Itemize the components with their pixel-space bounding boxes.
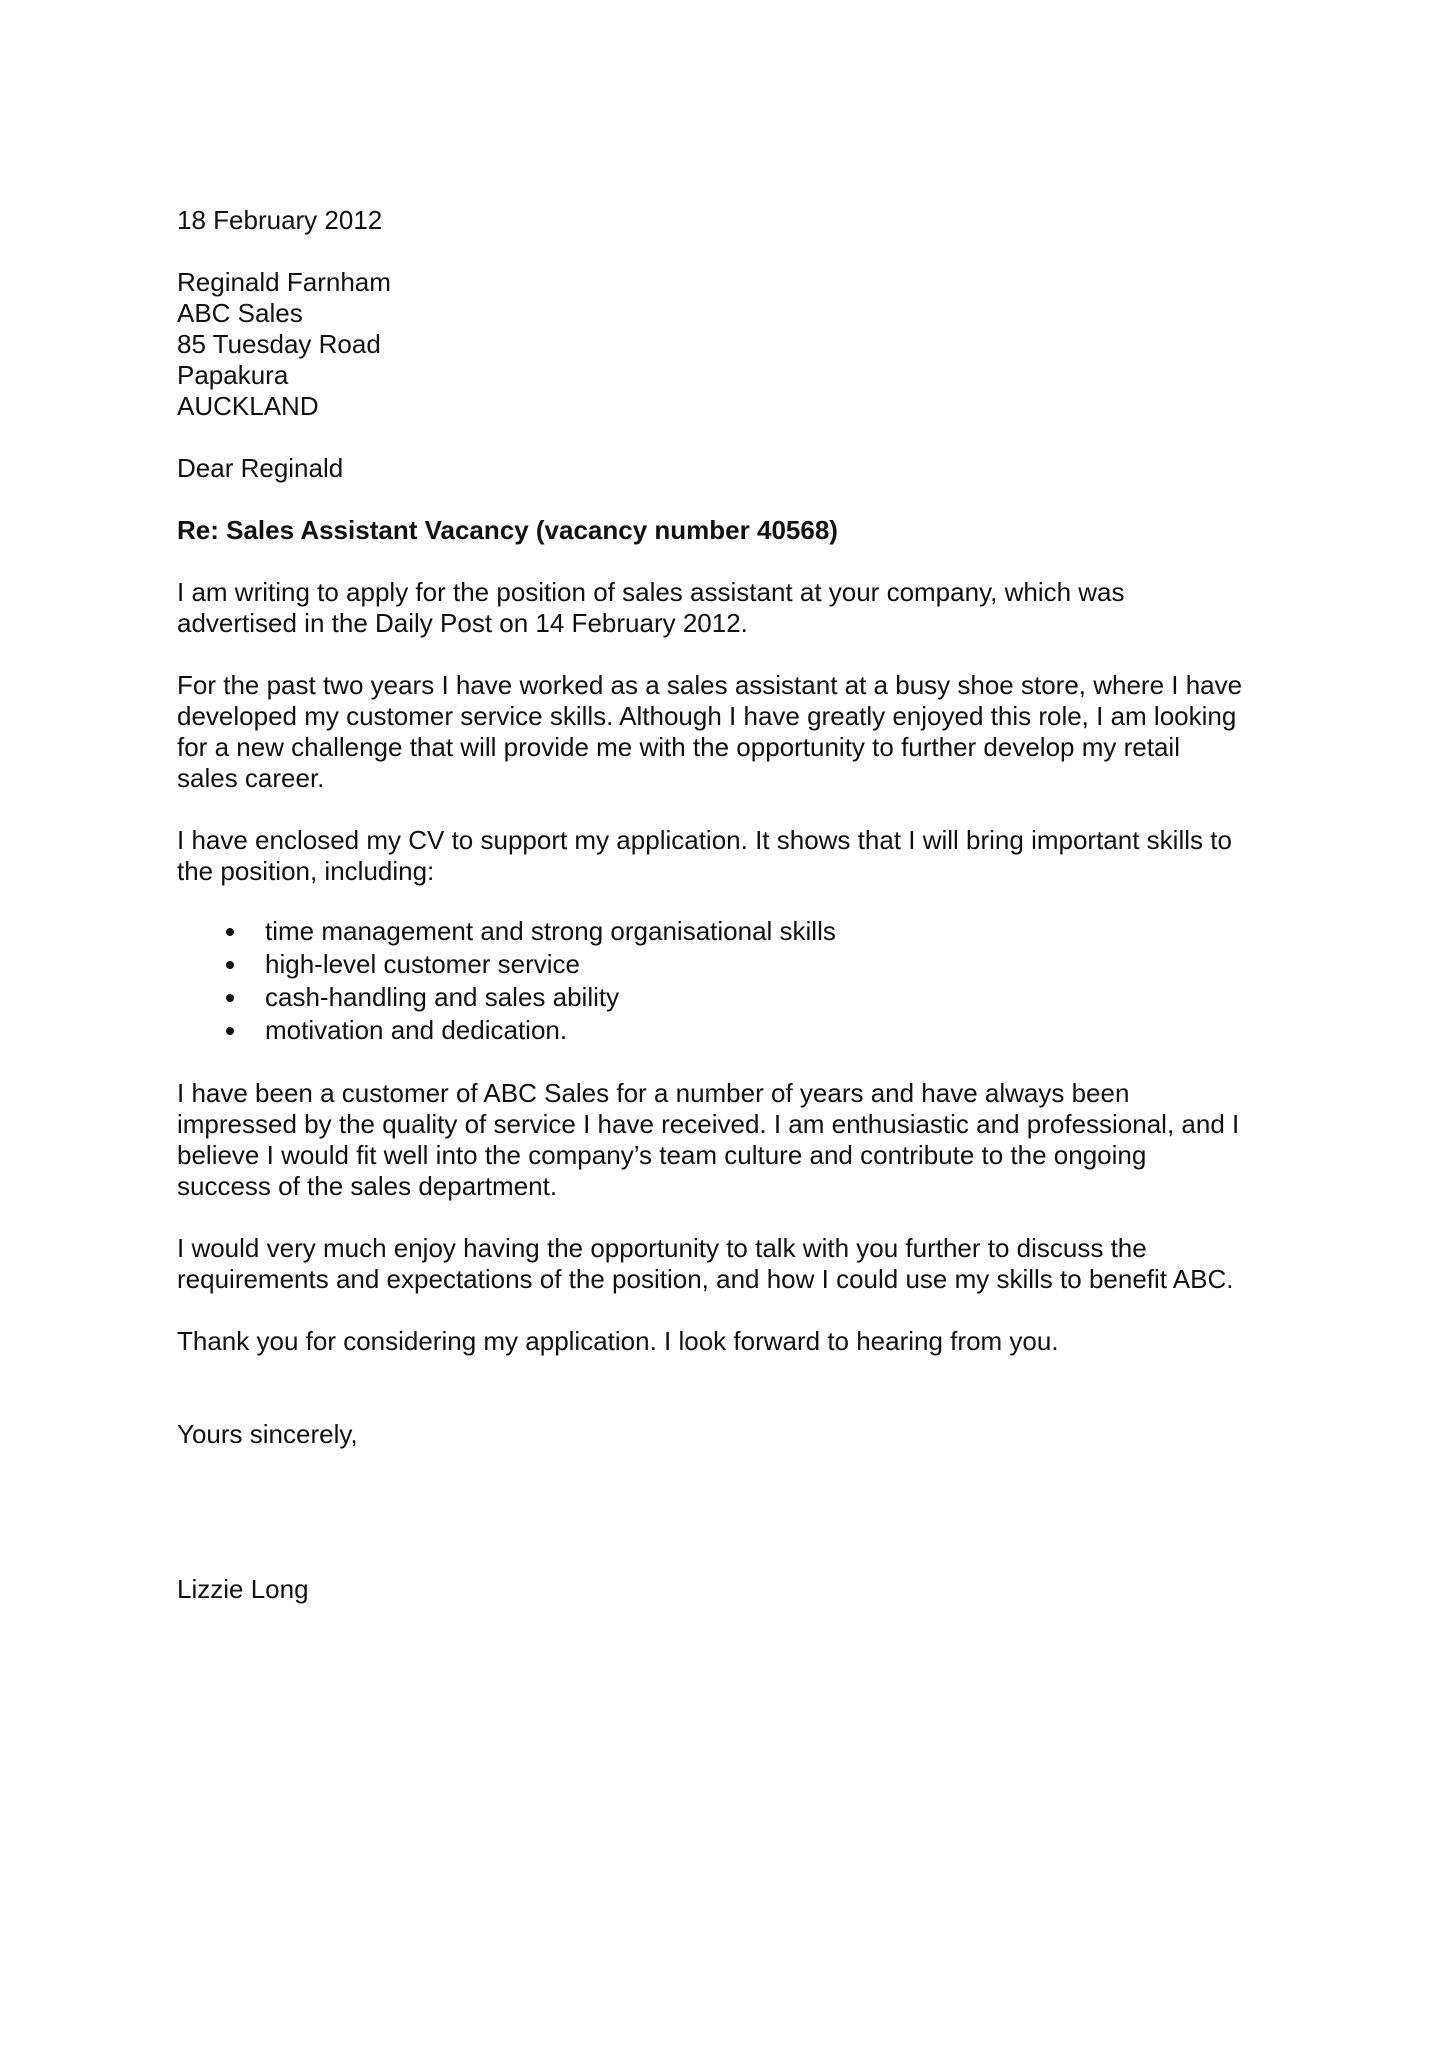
- paragraph-line: I am writing to apply for the position of sales assistant at your company, which was: [177, 577, 1125, 607]
- letter-date: 18 February 2012: [177, 205, 383, 235]
- paragraph-line: the position, including:: [177, 856, 435, 886]
- recipient-name: Reginald Farnham: [177, 267, 391, 297]
- recipient-city: AUCKLAND: [177, 391, 319, 421]
- paragraph-line: for a new challenge that will provide me with the opportunity to further develop my retail: [177, 732, 1180, 762]
- list-item: [177, 1014, 1297, 1047]
- paragraph-line: I have been a customer of ABC Sales for a number of years and have always been: [177, 1078, 1130, 1108]
- paragraph-line: success of the sales department.: [177, 1171, 558, 1201]
- paragraph-interview: [177, 1233, 1297, 1295]
- skill-text: high-level customer service: [265, 949, 581, 979]
- paragraph-cv: [177, 825, 1297, 887]
- skills-list: [177, 915, 1297, 1047]
- skill-text: cash-handling and sales ability: [265, 982, 620, 1012]
- skill-text: time management and strong organisational skills: [265, 916, 836, 946]
- skill-text: motivation and dedication.: [265, 1015, 568, 1045]
- bullet-icon: [226, 1027, 234, 1035]
- paragraph-line: Thank you for considering my application. I look forward to hearing from you.: [177, 1326, 1059, 1356]
- paragraph-line: developed my customer service skills. Although I have greatly enjoyed this role, I am looking: [177, 701, 1237, 731]
- recipient-street: 85 Tuesday Road: [177, 329, 381, 359]
- paragraph-experience: [177, 670, 1297, 794]
- list-item: [177, 948, 1297, 981]
- bullet-icon: [226, 928, 234, 936]
- recipient-company: ABC Sales: [177, 298, 303, 328]
- paragraph-line: For the past two years I have worked as a sales assistant at a busy shoe store, where I have: [177, 670, 1243, 700]
- recipient-address: [177, 267, 1297, 422]
- paragraph-line: impressed by the quality of service I have received. I am enthusiastic and professional, and I: [177, 1109, 1240, 1139]
- list-item: [177, 981, 1297, 1014]
- paragraph-thanks: [177, 1326, 1297, 1357]
- paragraph-line: requirements and expectations of the position, and how I could use my skills to benefit ABC.: [177, 1264, 1234, 1294]
- paragraph-line: I have enclosed my CV to support my application. It shows that I will bring important skills to: [177, 825, 1232, 855]
- paragraph-line: advertised in the Daily Post on 14 February 2012.: [177, 608, 748, 638]
- paragraph-line: I would very much enjoy having the opportunity to talk with you further to discuss the: [177, 1233, 1147, 1263]
- recipient-suburb: Papakura: [177, 360, 289, 390]
- list-item: [177, 915, 1297, 948]
- letter-body: [177, 205, 1297, 1605]
- paragraph-intro: [177, 577, 1297, 639]
- bullet-icon: [226, 994, 234, 1002]
- signature-name: Lizzie Long: [177, 1574, 309, 1604]
- subject-line: Re: Sales Assistant Vacancy (vacancy number 40568): [177, 515, 838, 545]
- paragraph-line: believe I would fit well into the company’s team culture and contribute to the ongoing: [177, 1140, 1147, 1170]
- closing: Yours sincerely,: [177, 1419, 358, 1449]
- bullet-icon: [226, 961, 234, 969]
- paragraph-customer: [177, 1078, 1297, 1202]
- paragraph-line: sales career.: [177, 763, 325, 793]
- salutation: Dear Reginald: [177, 453, 344, 483]
